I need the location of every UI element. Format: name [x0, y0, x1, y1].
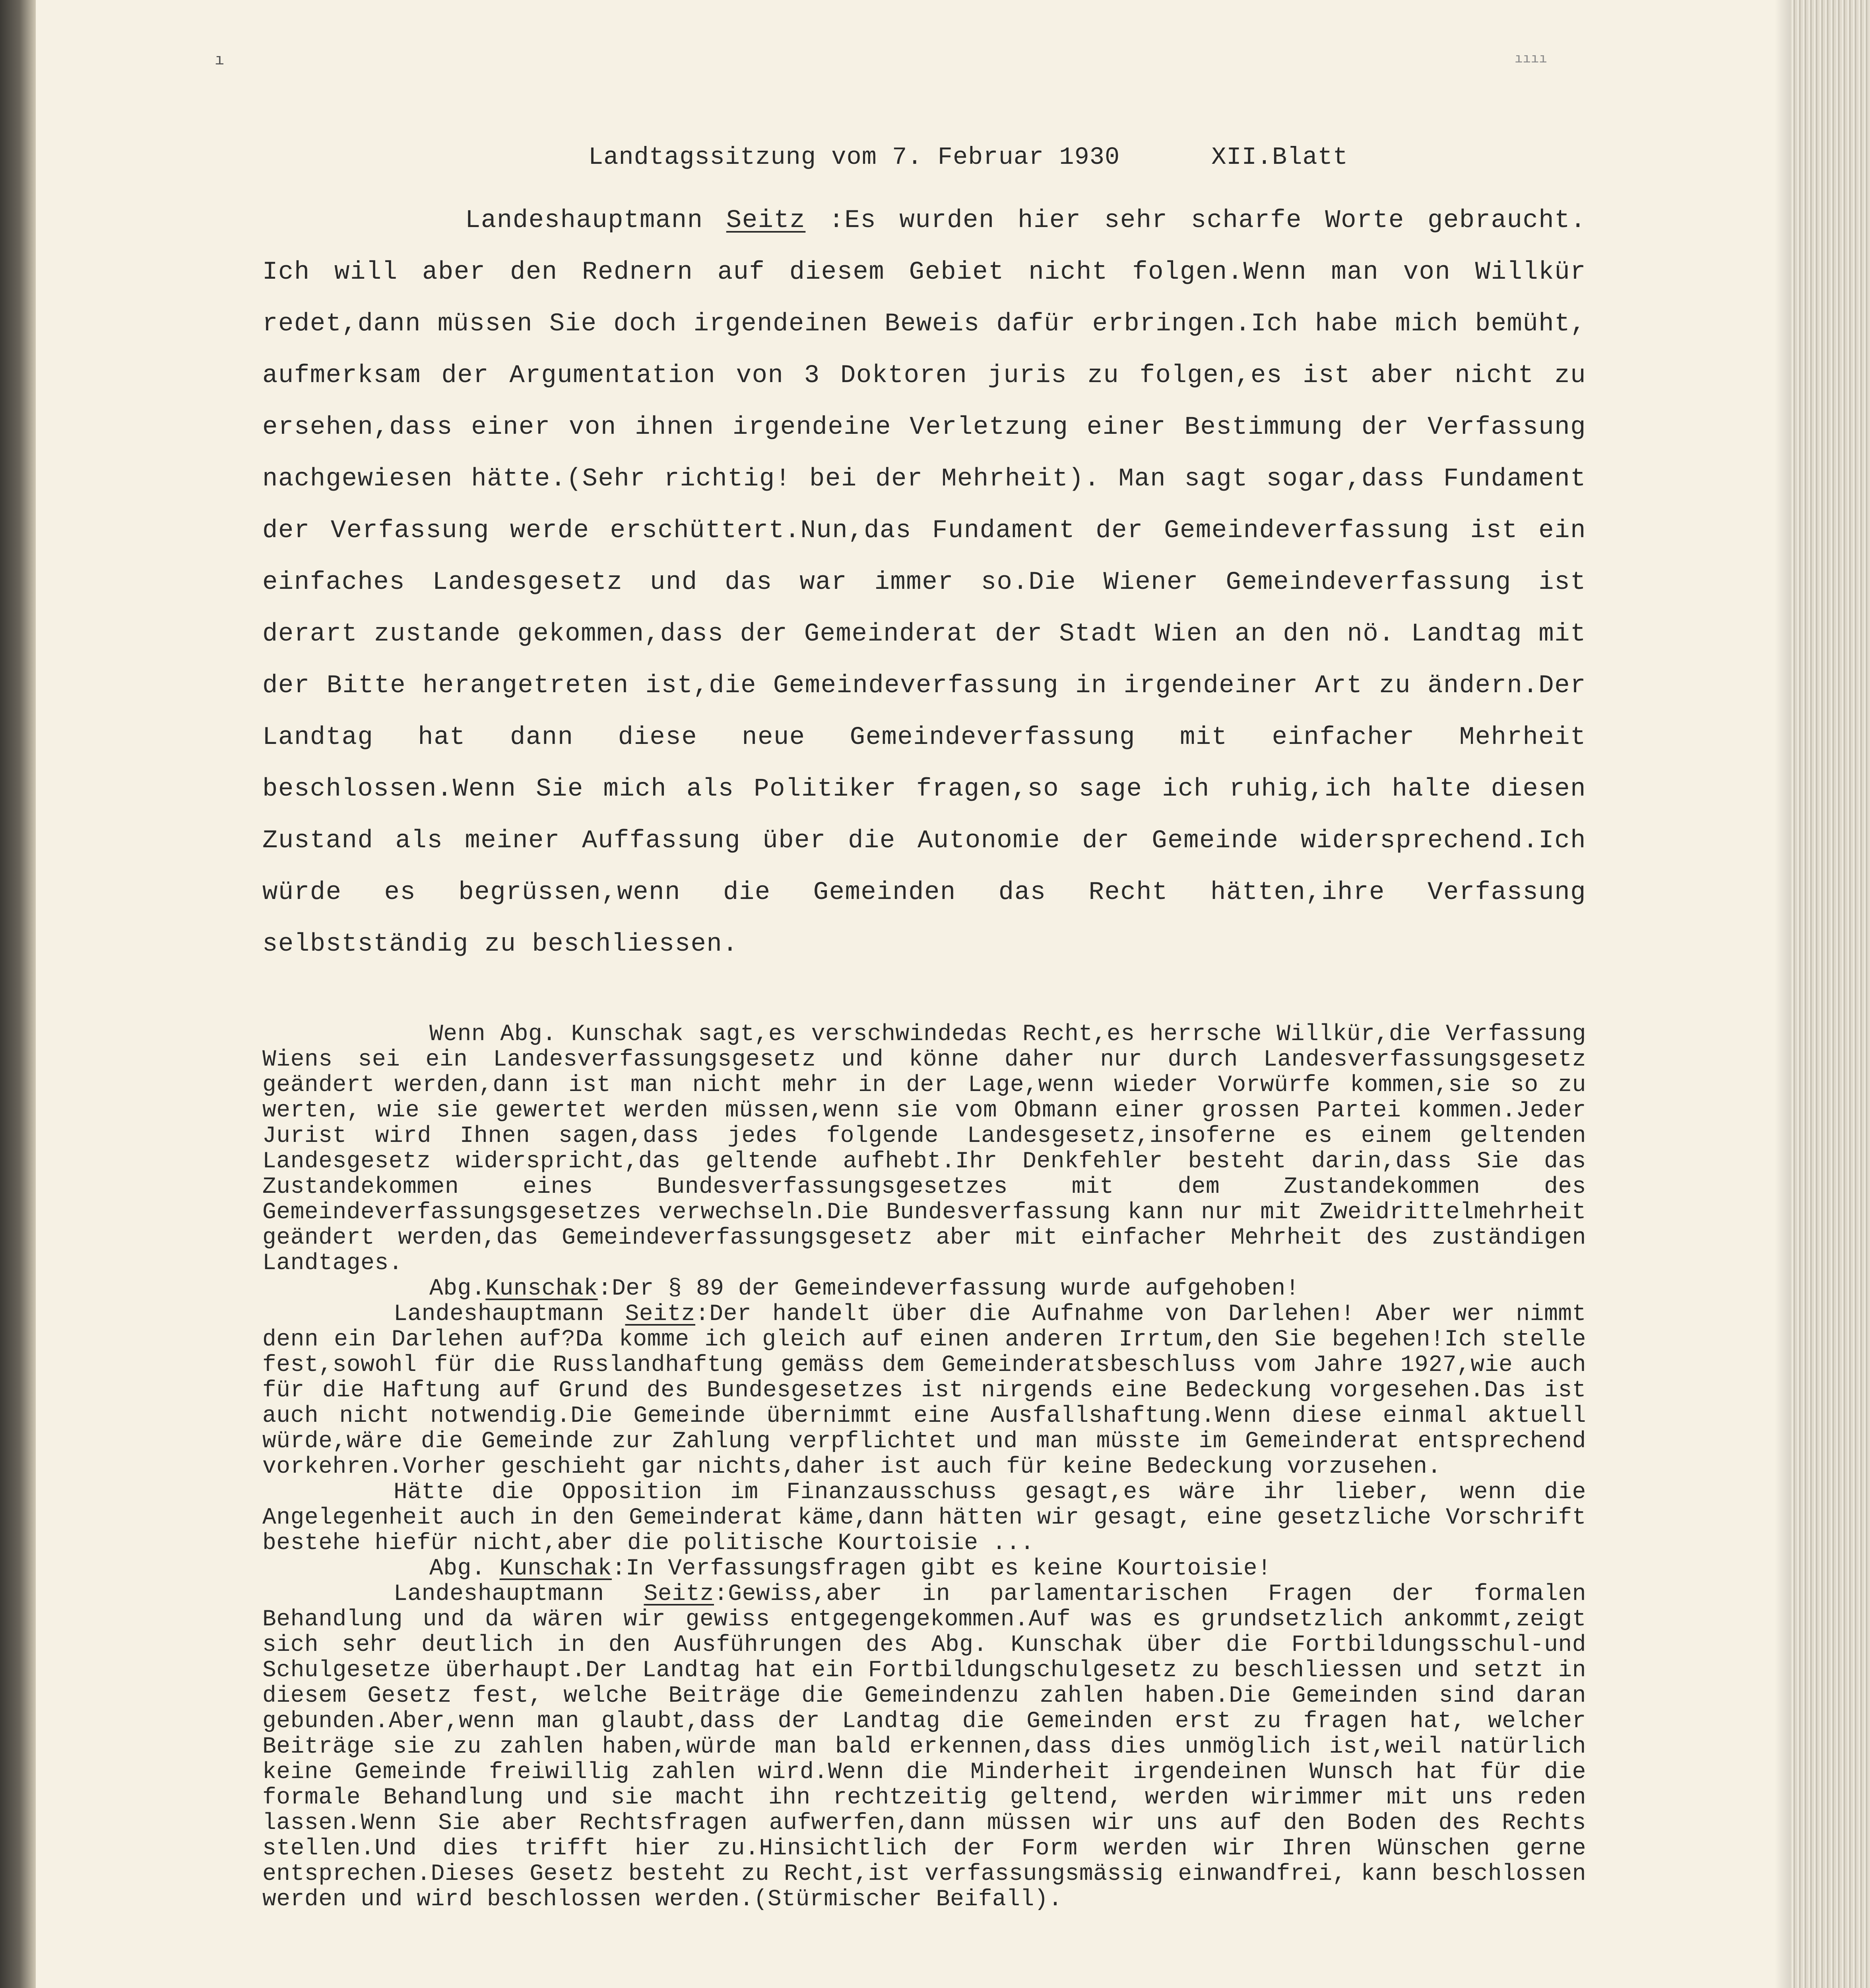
book-binding [0, 0, 36, 1988]
speaker-name: Seitz [726, 206, 806, 235]
sheet-number: XII.Blatt [1211, 143, 1348, 171]
page-edges [1790, 0, 1870, 1988]
speaker-name: Kunschak [499, 1556, 612, 1582]
paragraph-text: :Gewiss,aber in parlamentarischen Fragen der formalen Behandlung und da wären wir gewiss entgegengekommen.Auf was es grundsetzlich ankommt,zeigt sich sehr deutlich in den Ausführungen des Abg. Kunschak über die Fortbildungsschul-und Schulgesetze überhaupt.Der Landtag hat ein Fortbildungschulgesetz zu beschliessen und setzt in diesem Gesetz fest, welche Beiträge die Gemeindenzu zahlen haben.Die Gemeinden sind daran gebunden.Aber,wenn man glaubt,dass der Landtag die Gemeinden erst zu fragen hat, welcher Beiträge sie zu zahlen haben,würde man bald erkennen,dass dies unmöglich ist,weil natürlich keine Gemeinde freiwillig zahlen wird.Wenn die Minderheit irgendeinen Wunsch hat für die formale Behandlung und sie macht ihn rechtzeitig geltend, werden wirimmer mit uns reden lassen.Wenn Sie aber Rechtsfragen aufwerfen,dann müssen wir uns auf den Boden des Rechts stellen.Und dies trifft hier zu.Hinsichtlich der Form werden wir Ihren Wünschen gerne entsprechen.Dieses Gesetz besteht zu Recht,ist verfassungsmässig einwandfrei, kann beschlossen werden und wird beschlossen werden.(Stürmischer Beifall). [262, 1581, 1586, 1912]
paragraph-kunschak-2 [262, 1556, 1586, 1582]
speech-block-2 [262, 1022, 1586, 1912]
speech-block-1 [262, 195, 1586, 970]
paragraph-seitz-2 [262, 1302, 1586, 1480]
speaker-name: Seitz [625, 1301, 695, 1327]
margin-mark-left: ı [215, 52, 225, 70]
paragraph-seitz-3 [262, 1582, 1586, 1912]
paragraph-opposition: Hätte die Opposition im Finanzausschuss gesagt,es wäre ihr lieber, wenn die Angelegenheit auch in den Gemeinderat käme,dann hätten wir gesagt, eine gesetzliche Vorschrift bestehe hiefür nicht,aber die politische Kourtoisie ... [262, 1479, 1586, 1556]
paragraph-kunschak-interjection [262, 1276, 1586, 1302]
paragraph-kunschak-argument: Wenn Abg. Kunschak sagt,es verschwindedas Recht,es herrsche Willkür,die Verfassung Wiens sei ein Landesverfassungsgesetz und könne daher nur durch Landesverfassungsgesetz geändert werden,dann ist man nicht mehr in der Lage,wenn wieder Vorwürfe kommen,sie so zu werten, wie sie gewertet werden müssen,wenn sie vom Obmann einer grossen Partei kommen.Jeder Jurist wird Ihnen sagen,dass jedes folgende Landesgesetz,insoferne es einem geltenden Landesgesetz widerspricht,das geltende aufhebt.Ihr Denkfehler besteht darin,dass Sie das Zustandekommen eines Bundesverfassungsgesetzes mit dem Zustandekommen des Gemeindeverfassungsgesetzes verwechseln.Die Bundesverfassung kann nur mit Zweidrittelmehrheit geändert werden,das Gemeindeverfassungsgesetz aber mit einfacher Mehrheit des zuständigen Landtages. [262, 1021, 1586, 1276]
page-edge-shadow [1775, 0, 1790, 1988]
speaker-name: Seitz [644, 1581, 714, 1607]
paragraph-text: :In Verfassungsfragen gibt es keine Kourtoisie! [611, 1556, 1272, 1582]
paragraph-seitz-1 [262, 195, 1586, 970]
speaker-title: Landeshauptmann [394, 1581, 644, 1607]
paragraph-text: :Es wurden hier sehr scharfe Worte gebraucht. Ich will aber den Rednern auf diesem Gebiet nicht folgen.Wenn man von Willkür redet,dann müssen Sie doch irgendeinen Beweis dafür erbringen.Ich habe mich bemüht, aufmerksam der Argumentation von 3 Doktoren juris zu folgen,es ist aber nicht zu ersehen,dass einer von ihnen irgendeine Verletzung einer Bestimmung der Verfassung nachgewiesen hätte.(Sehr richtig! bei der Mehrheit). Man sagt sogar,dass Fundament der Verfassung werde erschüttert.Nun,das Fundament der Gemeindeverfassung ist ein einfaches Landesgesetz und das war immer so.Die Wiener Gemeindeverfassung ist derart zustande gekommen,dass der Gemeinderat der Stadt Wien an den nö. Landtag mit der Bitte herangetreten ist,die Gemeindeverfassung in irgendeiner Art zu ändern.Der Landtag hat dann diese neue Gemeindeverfassung mit einfacher Mehrheit beschlossen.Wenn Sie mich als Politiker fragen,so sage ich ruhig,ich halte diesen Zustand als meiner Auffassung über die Autonomie der Gemeinde widersprechend.Ich würde es begrüssen,wenn die Gemeinden das Recht hätten,ihre Verfassung selbstständig zu beschliessen. [262, 206, 1587, 959]
speaker-title: Landeshauptmann [394, 1301, 625, 1327]
speaker-title: Abg. [429, 1556, 500, 1582]
paragraph-text: :Der handelt über die Aufnahme von Darlehen! Aber wer nimmt denn ein Darlehen auf?Da komme ich gleich auf einen anderen Irrtum,den Sie begehen!Ich stelle fest,sowohl für die Russlandhaftung gemäss dem Gemeinderatsbeschluss vom Jahre 1927,wie auch für die Haftung auf Grund des Bundesgesetzes ist nirgends eine Bedeckung vorgesehen.Das ist auch nicht notwendig.Die Gemeinde übernimmt eine Ausfallshaftung.Wenn diese einmal aktuell würde,wäre die Gemeinde zur Zahlung verpflichtet und man müsste im Gemeinderat entsprechend vorkehren.Vorher geschieht gar nichts,daher ist auch für keine Bedeckung vorzusehen. [262, 1301, 1586, 1480]
speaker-title: Landeshauptmann [465, 206, 726, 235]
folio-mark-right: ıııı [1515, 52, 1547, 67]
speaker-title: Abg. [429, 1276, 486, 1302]
speaker-name: Kunschak [485, 1276, 598, 1302]
session-title: Landtagssitzung vom 7. Februar 1930 [588, 143, 1120, 171]
paragraph-text: :Der § 89 der Gemeindeverfassung wurde aufgehoben! [597, 1276, 1300, 1302]
page-header [588, 143, 1348, 171]
document-page [36, 0, 1775, 1988]
